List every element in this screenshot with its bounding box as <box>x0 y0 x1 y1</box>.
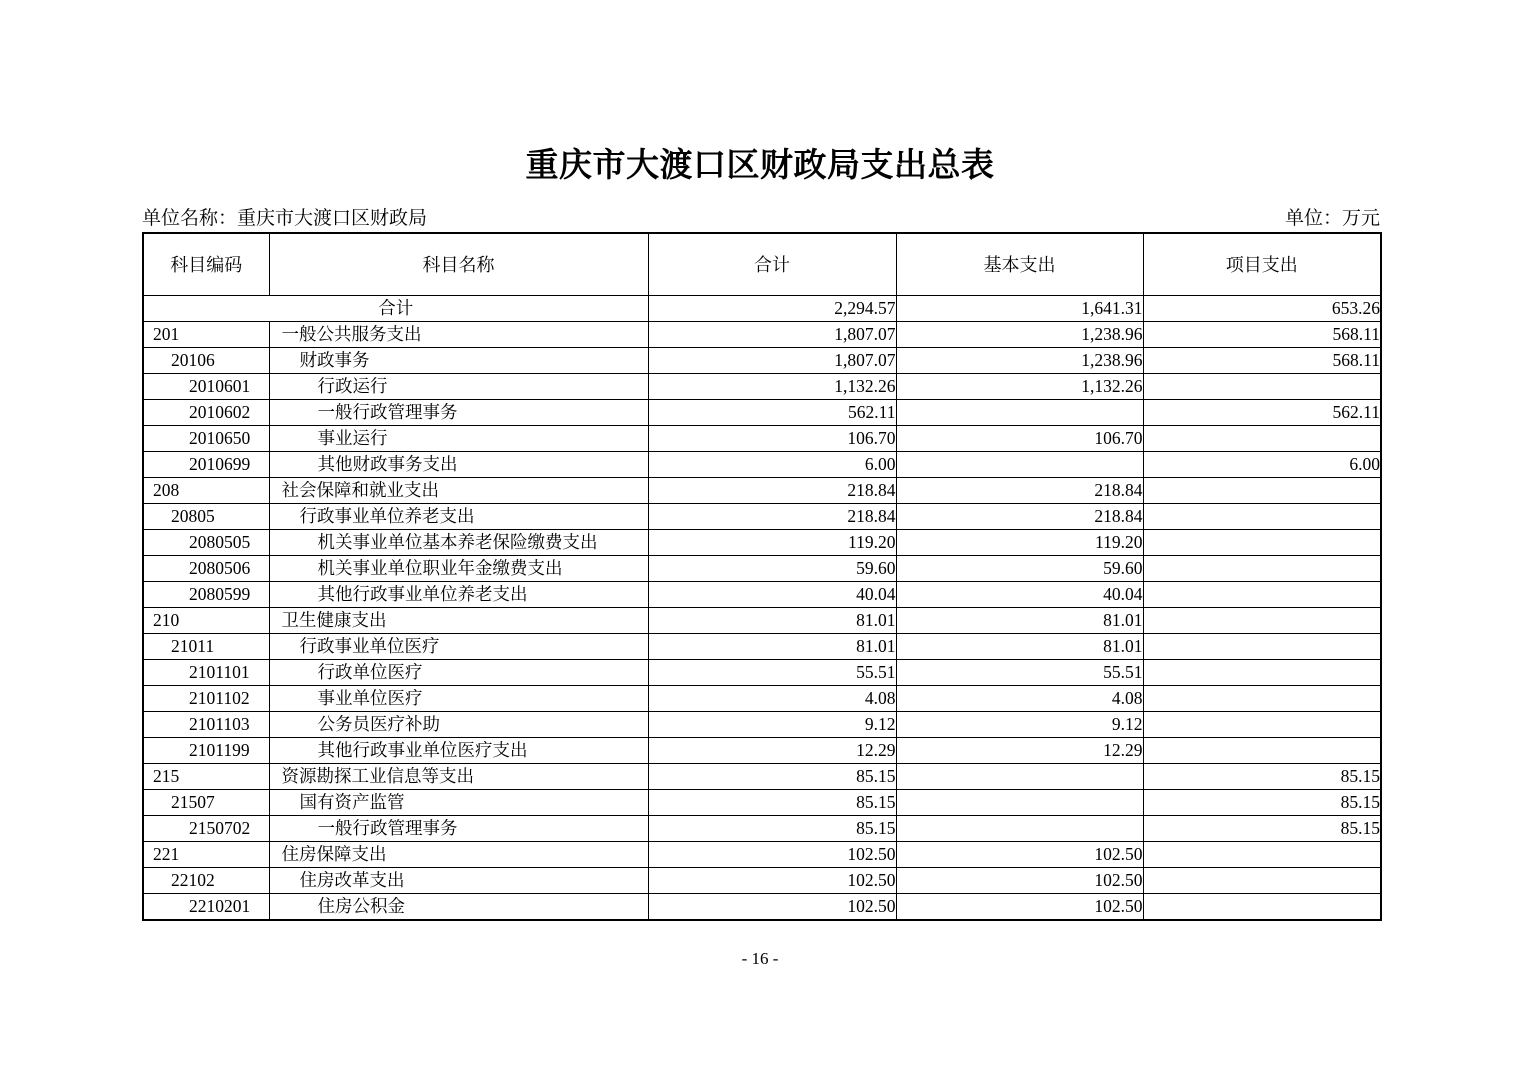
project-expenditure-cell <box>1143 373 1381 399</box>
subject-code-cell: 210 <box>143 607 269 633</box>
project-expenditure-cell <box>1143 659 1381 685</box>
basic-expenditure-cell <box>896 815 1143 841</box>
project-expenditure-cell: 653.26 <box>1143 295 1381 321</box>
subject-name-cell: 国有资产监管 <box>269 789 648 815</box>
project-expenditure-cell <box>1143 867 1381 893</box>
total-cell: 9.12 <box>648 711 896 737</box>
table-row <box>143 425 1381 451</box>
total-cell: 119.20 <box>648 529 896 555</box>
subject-name-cell: 财政事务 <box>269 347 648 373</box>
project-expenditure-cell: 85.15 <box>1143 815 1381 841</box>
project-expenditure-cell: 568.11 <box>1143 347 1381 373</box>
table-row <box>143 399 1381 425</box>
project-expenditure-cell <box>1143 711 1381 737</box>
subject-name-cell: 资源勘探工业信息等支出 <box>269 763 648 789</box>
subject-code-cell: 2101102 <box>143 685 269 711</box>
total-cell: 1,132.26 <box>648 373 896 399</box>
subject-name-cell: 机关事业单位基本养老保险缴费支出 <box>269 529 648 555</box>
project-expenditure-cell <box>1143 477 1381 503</box>
total-cell: 81.01 <box>648 633 896 659</box>
table-row <box>143 607 1381 633</box>
table-row <box>143 529 1381 555</box>
subject-name-cell: 其他财政事务支出 <box>269 451 648 477</box>
subject-name-cell: 一般行政管理事务 <box>269 815 648 841</box>
total-cell: 85.15 <box>648 815 896 841</box>
subject-code-cell: 201 <box>143 321 269 347</box>
basic-expenditure-cell: 40.04 <box>896 581 1143 607</box>
subject-code-cell: 20805 <box>143 503 269 529</box>
subject-name-cell: 事业运行 <box>269 425 648 451</box>
basic-expenditure-cell: 218.84 <box>896 477 1143 503</box>
basic-expenditure-cell <box>896 763 1143 789</box>
subject-code-cell: 2080505 <box>143 529 269 555</box>
project-expenditure-cell <box>1143 529 1381 555</box>
total-cell: 4.08 <box>648 685 896 711</box>
project-expenditure-cell <box>1143 841 1381 867</box>
basic-expenditure-cell: 102.50 <box>896 893 1143 920</box>
basic-expenditure-cell: 12.29 <box>896 737 1143 763</box>
subject-name-cell: 其他行政事业单位养老支出 <box>269 581 648 607</box>
page-title: 重庆市大渡口区财政局支出总表 <box>525 148 995 184</box>
total-cell: 2,294.57 <box>648 295 896 321</box>
subject-name-cell: 行政事业单位医疗 <box>269 633 648 659</box>
basic-expenditure-cell: 1,238.96 <box>896 347 1143 373</box>
unit-name-label: 单位名称：重庆市大渡口区财政局 <box>142 208 428 229</box>
total-cell: 102.50 <box>648 841 896 867</box>
project-expenditure-cell <box>1143 893 1381 920</box>
basic-expenditure-cell: 9.12 <box>896 711 1143 737</box>
total-cell: 40.04 <box>648 581 896 607</box>
basic-expenditure-cell: 102.50 <box>896 841 1143 867</box>
total-cell: 6.00 <box>648 451 896 477</box>
total-cell: 85.15 <box>648 789 896 815</box>
total-cell: 1,807.07 <box>648 321 896 347</box>
subject-name-cell: 其他行政事业单位医疗支出 <box>269 737 648 763</box>
table-header-row <box>143 233 1381 295</box>
table-row <box>143 347 1381 373</box>
table-row <box>143 711 1381 737</box>
subject-name-cell: 行政运行 <box>269 373 648 399</box>
subject-code-cell: 2150702 <box>143 815 269 841</box>
subject-name-cell: 一般行政管理事务 <box>269 399 648 425</box>
subject-code-cell: 2101199 <box>143 737 269 763</box>
subject-code-cell: 22102 <box>143 867 269 893</box>
project-expenditure-cell: 85.15 <box>1143 789 1381 815</box>
table-row <box>143 685 1381 711</box>
total-cell: 218.84 <box>648 477 896 503</box>
project-expenditure-cell: 562.11 <box>1143 399 1381 425</box>
subject-code-cell: 2010650 <box>143 425 269 451</box>
basic-expenditure-cell: 1,641.31 <box>896 295 1143 321</box>
total-cell: 102.50 <box>648 893 896 920</box>
basic-expenditure-cell: 1,238.96 <box>896 321 1143 347</box>
table-row <box>143 737 1381 763</box>
unit-measure-label: 单位：万元 <box>1284 208 1380 229</box>
subject-code-cell: 2101101 <box>143 659 269 685</box>
project-expenditure-cell: 568.11 <box>1143 321 1381 347</box>
project-expenditure-cell <box>1143 633 1381 659</box>
subject-name-cell: 住房改革支出 <box>269 867 648 893</box>
table-row <box>143 893 1381 920</box>
project-expenditure-cell <box>1143 503 1381 529</box>
subject-name-cell: 公务员医疗补助 <box>269 711 648 737</box>
basic-expenditure-cell: 81.01 <box>896 633 1143 659</box>
table-row <box>143 841 1381 867</box>
basic-expenditure-cell: 119.20 <box>896 529 1143 555</box>
subject-code-cell: 2101103 <box>143 711 269 737</box>
table-row <box>143 633 1381 659</box>
table-row <box>143 451 1381 477</box>
subject-code-cell: 221 <box>143 841 269 867</box>
meta-row <box>142 208 1380 230</box>
total-cell: 218.84 <box>648 503 896 529</box>
total-cell: 81.01 <box>648 607 896 633</box>
basic-expenditure-cell: 59.60 <box>896 555 1143 581</box>
basic-expenditure-cell: 218.84 <box>896 503 1143 529</box>
total-cell: 85.15 <box>648 763 896 789</box>
basic-expenditure-cell: 81.01 <box>896 607 1143 633</box>
subject-code-cell: 2080599 <box>143 581 269 607</box>
table-body <box>143 295 1381 920</box>
table-row <box>143 763 1381 789</box>
project-expenditure-cell <box>1143 685 1381 711</box>
subject-code-cell: 21011 <box>143 633 269 659</box>
table-row <box>143 321 1381 347</box>
total-cell: 12.29 <box>648 737 896 763</box>
subject-code-cell: 2010601 <box>143 373 269 399</box>
expenditure-table <box>142 232 1382 921</box>
total-cell: 1,807.07 <box>648 347 896 373</box>
subject-name-cell: 住房保障支出 <box>269 841 648 867</box>
subject-code-cell: 21507 <box>143 789 269 815</box>
col-header-project-expenditure: 项目支出 <box>1143 233 1381 295</box>
table-row <box>143 867 1381 893</box>
table-row <box>143 373 1381 399</box>
basic-expenditure-cell: 106.70 <box>896 425 1143 451</box>
col-header-total: 合计 <box>648 233 896 295</box>
table-row <box>143 295 1381 321</box>
subject-name-cell: 住房公积金 <box>269 893 648 920</box>
table-row <box>143 581 1381 607</box>
table-row <box>143 477 1381 503</box>
subject-code-cell: 20106 <box>143 347 269 373</box>
project-expenditure-cell: 85.15 <box>1143 763 1381 789</box>
subject-code-cell: 2080506 <box>143 555 269 581</box>
basic-expenditure-cell: 55.51 <box>896 659 1143 685</box>
basic-expenditure-cell <box>896 789 1143 815</box>
subject-name-cell: 合计 <box>143 295 648 321</box>
table-row <box>143 815 1381 841</box>
subject-name-cell: 行政事业单位养老支出 <box>269 503 648 529</box>
project-expenditure-cell <box>1143 737 1381 763</box>
col-header-subject-code: 科目编码 <box>143 233 269 295</box>
basic-expenditure-cell <box>896 399 1143 425</box>
subject-name-cell: 事业单位医疗 <box>269 685 648 711</box>
table-row <box>143 659 1381 685</box>
subject-name-cell: 卫生健康支出 <box>269 607 648 633</box>
subject-code-cell: 215 <box>143 763 269 789</box>
basic-expenditure-cell: 1,132.26 <box>896 373 1143 399</box>
total-cell: 562.11 <box>648 399 896 425</box>
project-expenditure-cell <box>1143 607 1381 633</box>
basic-expenditure-cell: 102.50 <box>896 867 1143 893</box>
subject-code-cell: 2010699 <box>143 451 269 477</box>
subject-name-cell: 行政单位医疗 <box>269 659 648 685</box>
table-row <box>143 503 1381 529</box>
col-header-subject-name: 科目名称 <box>269 233 648 295</box>
project-expenditure-cell <box>1143 581 1381 607</box>
subject-code-cell: 2210201 <box>143 893 269 920</box>
subject-name-cell: 机关事业单位职业年金缴费支出 <box>269 555 648 581</box>
total-cell: 106.70 <box>648 425 896 451</box>
subject-code-cell: 2010602 <box>143 399 269 425</box>
total-cell: 55.51 <box>648 659 896 685</box>
table-row <box>143 555 1381 581</box>
total-cell: 59.60 <box>648 555 896 581</box>
subject-name-cell: 社会保障和就业支出 <box>269 477 648 503</box>
total-cell: 102.50 <box>648 867 896 893</box>
subject-code-cell: 208 <box>143 477 269 503</box>
subject-name-cell: 一般公共服务支出 <box>269 321 648 347</box>
table-row <box>143 789 1381 815</box>
basic-expenditure-cell <box>896 451 1143 477</box>
basic-expenditure-cell: 4.08 <box>896 685 1143 711</box>
project-expenditure-cell: 6.00 <box>1143 451 1381 477</box>
project-expenditure-cell <box>1143 555 1381 581</box>
page-number: - 16 - <box>741 949 779 968</box>
col-header-basic-expenditure: 基本支出 <box>896 233 1143 295</box>
project-expenditure-cell <box>1143 425 1381 451</box>
